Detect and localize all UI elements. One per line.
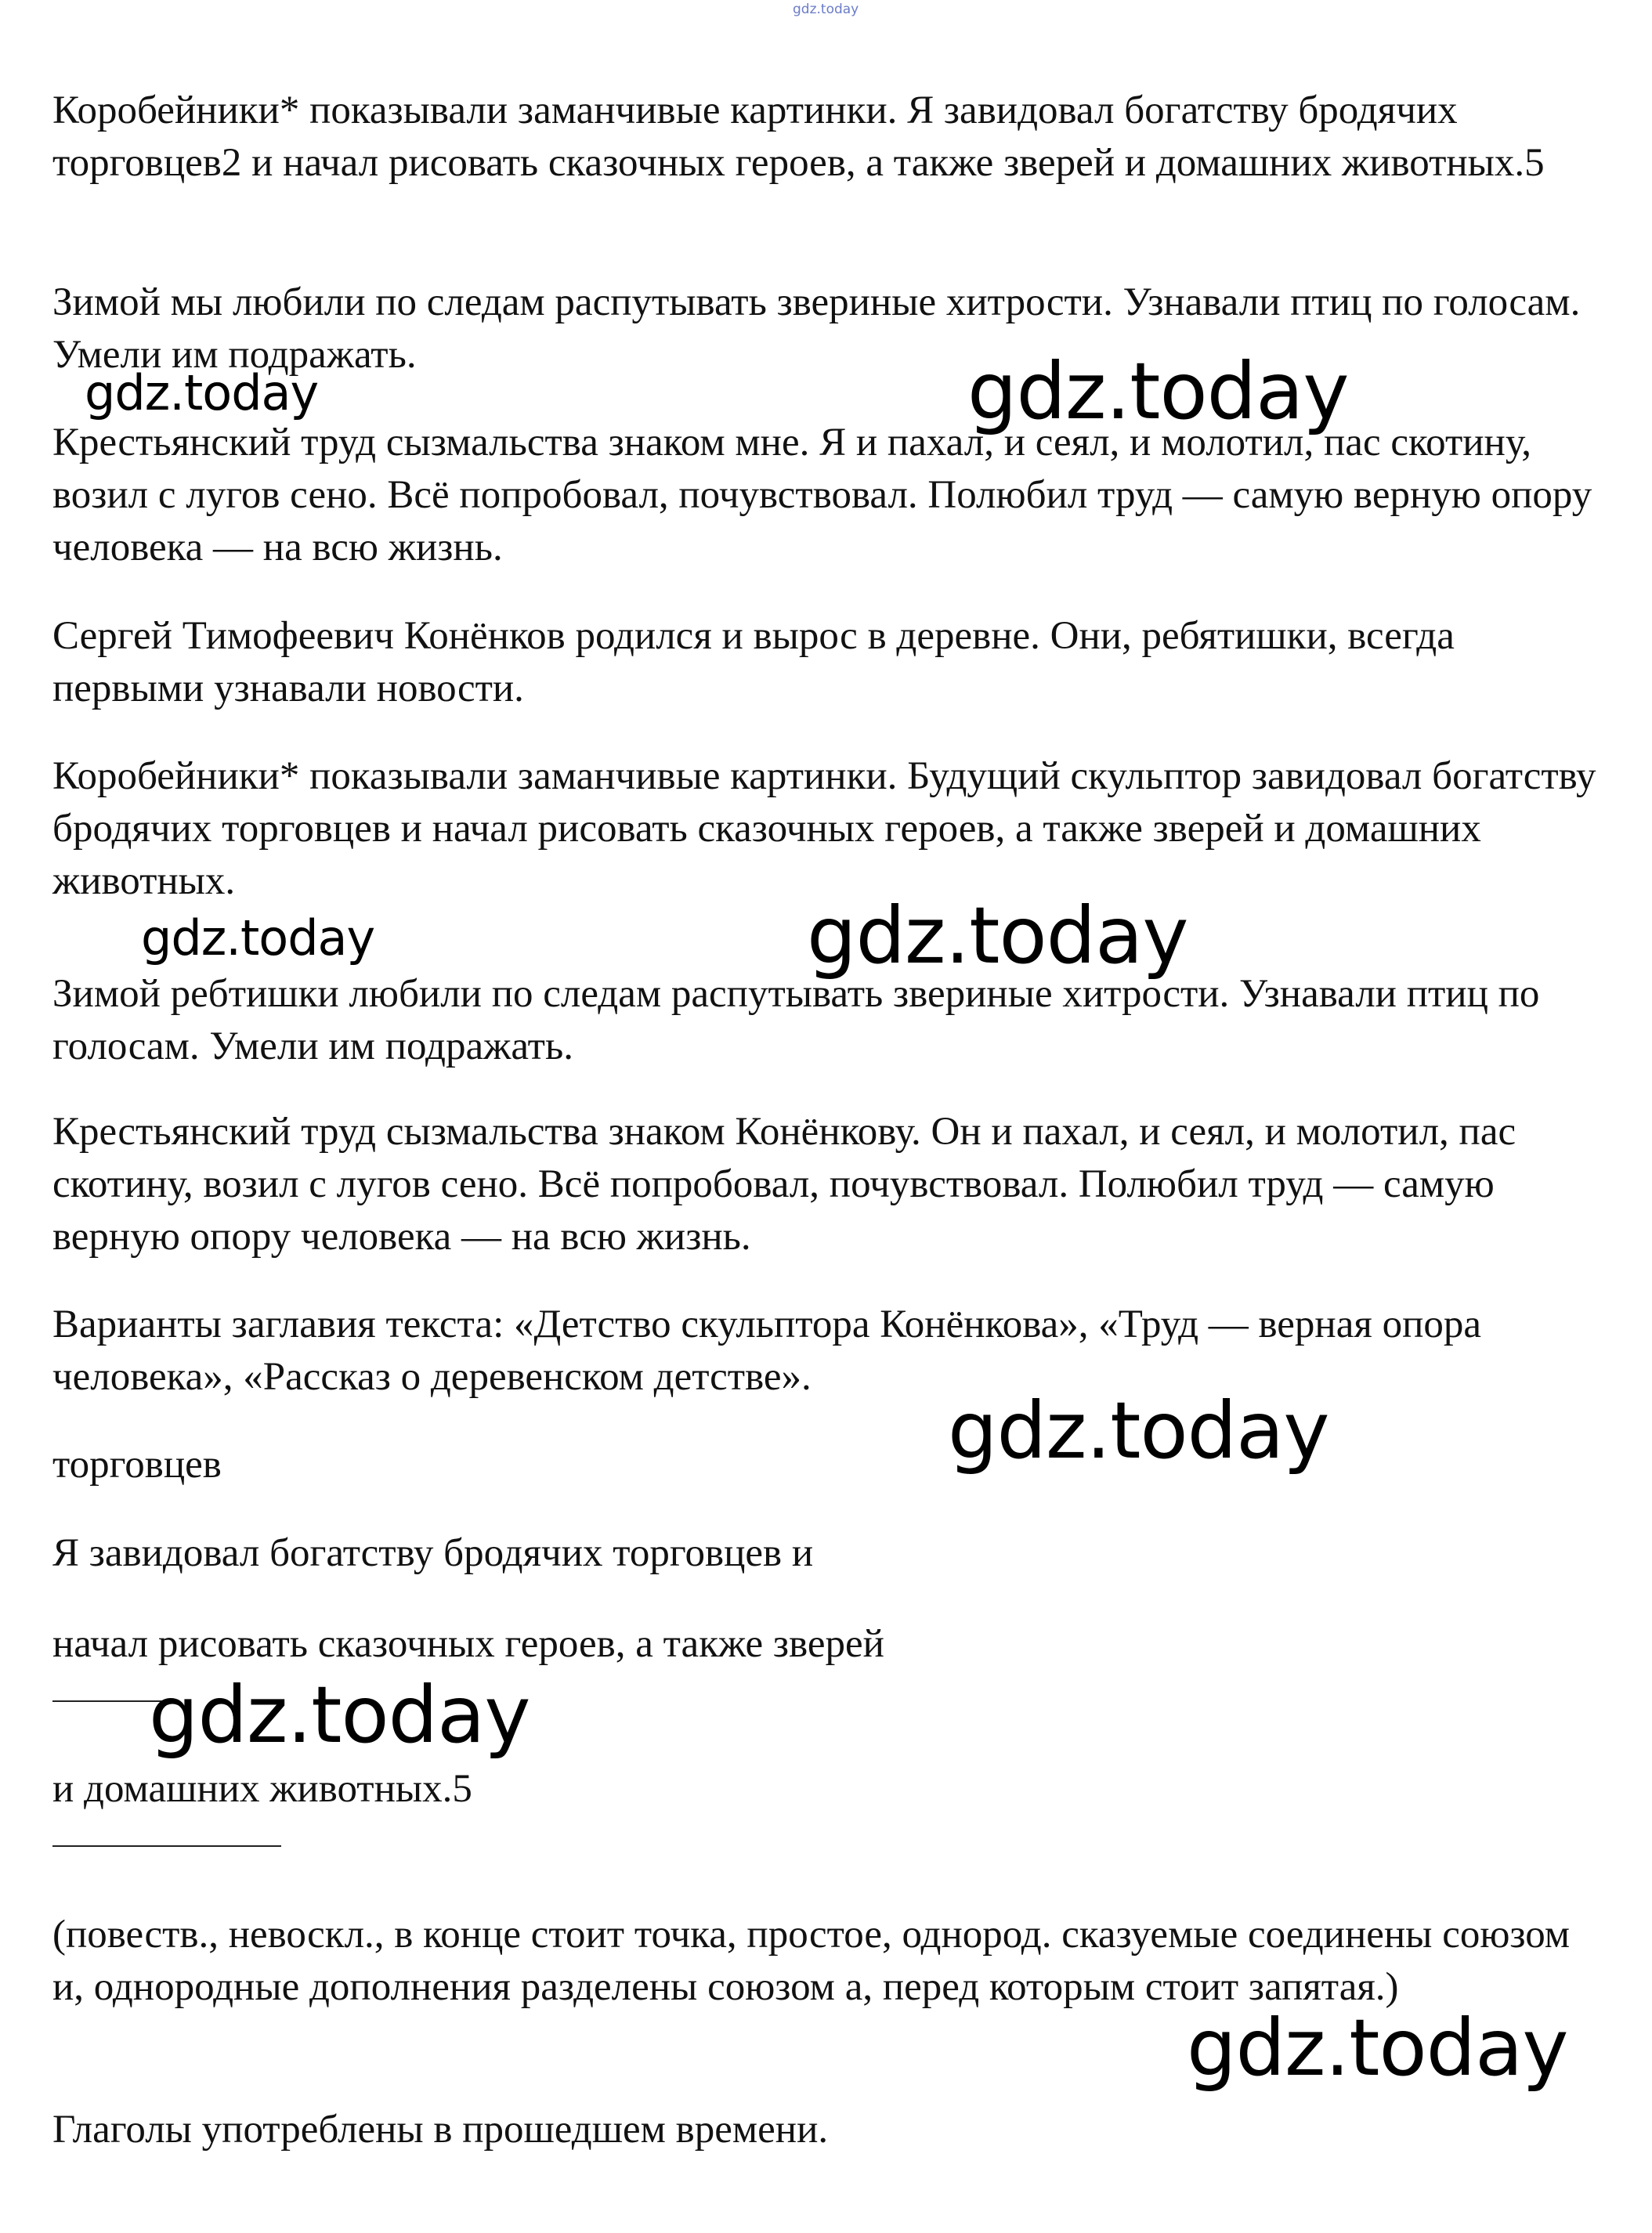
paragraph-1: Коробейники* показывали заманчивые картинки. Я завидовал богатству бродячих торговцев2 и начал рисовать сказочных героев, а также зверей и домашних животных.5 (52, 89, 1545, 185)
header-watermark: gdz.today (793, 2, 859, 17)
paragraph-13: (повеств., невоскл., в конце стоит точка, простое, однород. сказуемые соединены союзом и, однородные дополнения разделены союзом а, перед которым стоит запятая.) (52, 1913, 1571, 2009)
watermark-2: gdz.today (967, 345, 1349, 437)
paragraph-8: Варианты заглавия текста: «Детство скульптора Конёнкова», «Труд — верная опора человека», «Рассказ о деревенском детстве». (52, 1303, 1481, 1399)
paragraph-5: Коробейники* показывали заманчивые картинки. Будущий скульптор завидовал богатству бродячих торговцев и начал рисовать сказочных героев, а также зверей и домашних животных. (52, 754, 1596, 903)
paragraph-4: Сергей Тимофеевич Конёнков родился и вырос в деревне. Они, ребятишки, всегда первыми узнавали новости. (52, 614, 1455, 710)
paragraph-14: Глаголы употреблены в прошедшем времени. (52, 2108, 829, 2152)
paragraph-2: Зимой мы любили по следам распутывать звериные хитрости. Узнавали птиц по голосам. Умели им подражать. (52, 280, 1581, 377)
watermark-1: gdz.today (85, 364, 319, 421)
watermark-3: gdz.today (141, 909, 375, 967)
paragraph-12: и домашних животных.5 (52, 1767, 472, 1811)
underline-rule-2 (52, 1845, 281, 1847)
paragraph-11: начал рисовать сказочных героев, а также зверей (52, 1622, 884, 1666)
watermark-7: gdz.today (1187, 2002, 1568, 2094)
watermark-6: gdz.today (149, 1669, 530, 1761)
paragraph-9: торговцев (52, 1443, 222, 1487)
paragraph-10: Я завидовал богатству бродячих торговцев и (52, 1531, 814, 1575)
paragraph-7: Крестьянский труд сызмальства знаком Конёнкову. Он и пахал, и сеял, и молотил, пас скотину, возил с лугов сено. Всё попробовал, почувствовал. Полюбил труд — самую верную опору человека — на всю жизнь. (52, 1110, 1516, 1259)
paragraph-3: Крестьянский труд сызмальства знаком мне. Я и пахал, и сеял, и молотил, пас скотину, возил с лугов сено. Всё попробовал, почувствовал. Полюбил труд — самую верную опору человека — на всю жизнь. (52, 421, 1592, 569)
paragraph-6: Зимой ребтишки любили по следам распутывать звериные хитрости. Узнавали птиц по голосам. Умели им подражать. (52, 972, 1540, 1068)
watermark-5: gdz.today (948, 1385, 1329, 1476)
watermark-4: gdz.today (807, 890, 1188, 981)
